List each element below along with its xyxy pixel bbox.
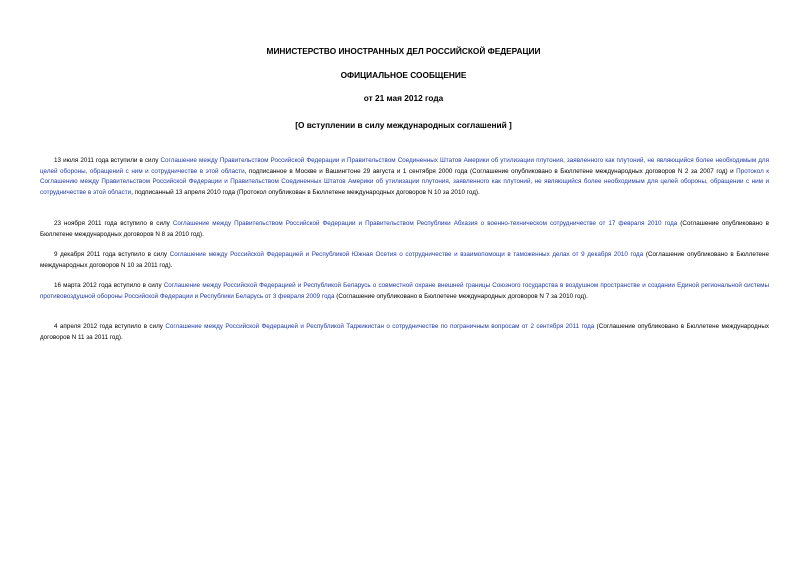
paragraph-4 [40,281,769,302]
agreement-link-tajikistan[interactable]: Соглашение между Российской Федерацией и Республикой Таджикистан о сотрудничестве по пограничным вопросам от 2 сентября 2011 года [165,323,595,330]
ministry-heading: МИНИСТЕРСТВО ИНОСТРАННЫХ ДЕЛ РОССИЙСКОЙ ФЕДЕРАЦИИ [266,46,541,56]
paragraph-5 [40,322,769,343]
paragraph-text: 16 марта 2012 года вступило в силу [54,282,164,289]
agreement-link-plutonium[interactable]: Соглашение между Правительством Российской Федерации и Правительством Соединенных Штатов Америки об утилизации плутония, заявленного как плутоний, не являющийся более необходимым для целей обороны, обращений с ним и сотрудничестве в этой области [40,157,770,175]
paragraph-text: 4 апреля 2012 года вступило в силу [54,323,166,330]
document-type-heading: ОФИЦИАЛЬНОЕ СООБЩЕНИЕ [340,70,467,80]
document-date: от 21 мая 2012 года [363,93,444,103]
protocol-link-plutonium[interactable]: Протокол к Соглашению между Правительством Российской Федерации и Правительством Соединенных Штатов Америки об утилизации плутония, заявленного как плутоний, не являющийся более необходимым для целей обороны, обращении с ним и сотрудничестве в этой области [40,167,770,196]
agreement-link-belarus[interactable]: Соглашение между Российской Федерацией и Республикой Беларусь о совместной охране внешней границы Союзного государства в воздушном пространстве и создании Единой региональной системы противовоздушной обороны Российской Федерации и Республики Беларусь от 3 февраля 2009 года [40,282,769,300]
paragraph-text: (Соглашение опубликовано в Бюллетене международных договоров N 11 за 2011 год). [40,323,769,341]
paragraph-text: (Соглашение опубликовано в Бюллетене международных договоров N 7 за 2010 год). [334,292,588,300]
paragraph-text: 9 декабря 2011 года вступило в силу [54,251,170,258]
paragraph-text: (Соглашение опубликовано в Бюллетене международных договоров N 10 за 2011 год). [40,251,769,269]
paragraph-1 [40,156,769,198]
paragraph-3 [40,250,769,271]
document-subject: [О вступлении в силу международных соглашений ] [295,120,512,130]
paragraph-text: 23 ноября 2011 года вступило в силу [54,220,173,227]
paragraph-text: , подписанное в Москве и Вашингтоне 29 августа и 1 сентября 2000 года (Соглашение опубликовано в Бюллетене международных договоров N 2 за 2007 год) и [244,167,737,175]
paragraph-text: (Соглашение опубликовано в Бюллетене международных договоров N 8 за 2010 год). [40,220,769,238]
agreement-link-south-ossetia[interactable]: Соглашение между Российской Федерацией и Республикой Южная Осетия о сотрудничестве и взаимопомощи в таможенных делах от 9 декабря 2010 года [169,251,644,258]
paragraph-text: 13 июля 2011 года вступили в силу [54,157,161,164]
agreement-link-abkhazia[interactable]: Соглашение между Правительством Российской Федерации и Правительством Республики Абхазия о военно-техническом сотрудничестве от 17 февраля 2010 года [172,220,678,227]
paragraph-text: , подписанный 13 апреля 2010 года (Протокол опубликован в Бюллетене международных договоров N 10 за 2010 год). [131,188,480,196]
paragraph-2 [40,219,769,240]
